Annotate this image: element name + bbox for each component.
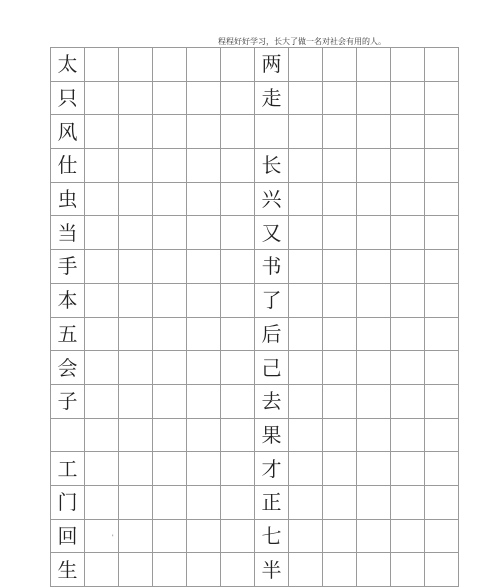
practice-cell bbox=[153, 216, 187, 250]
practice-cell bbox=[391, 182, 425, 216]
practice-cell bbox=[153, 317, 187, 351]
practice-cell bbox=[323, 250, 357, 284]
practice-cell bbox=[357, 351, 391, 385]
grid-row bbox=[51, 216, 459, 250]
practice-cell bbox=[391, 452, 425, 486]
practice-cell bbox=[323, 485, 357, 519]
practice-cell bbox=[425, 519, 459, 553]
model-character-right: 果 bbox=[255, 418, 289, 452]
practice-cell bbox=[357, 115, 391, 149]
grid-row bbox=[51, 418, 459, 452]
practice-cell bbox=[425, 250, 459, 284]
practice-cell bbox=[357, 182, 391, 216]
model-character-left: 太 bbox=[51, 48, 85, 82]
practice-cell bbox=[221, 351, 255, 385]
practice-cell bbox=[425, 452, 459, 486]
practice-cell bbox=[187, 182, 221, 216]
practice-cell bbox=[425, 317, 459, 351]
grid-row bbox=[51, 351, 459, 385]
practice-cell bbox=[289, 182, 323, 216]
practice-cell bbox=[357, 519, 391, 553]
practice-cell bbox=[119, 418, 153, 452]
practice-cell bbox=[357, 81, 391, 115]
grid-row bbox=[51, 283, 459, 317]
practice-cell bbox=[85, 384, 119, 418]
practice-cell bbox=[425, 216, 459, 250]
grid-row bbox=[51, 485, 459, 519]
practice-cell bbox=[391, 384, 425, 418]
practice-cell bbox=[85, 216, 119, 250]
practice-cell bbox=[85, 452, 119, 486]
grid-row bbox=[51, 115, 459, 149]
practice-cell bbox=[119, 519, 153, 553]
practice-cell bbox=[391, 553, 425, 587]
practice-cell bbox=[289, 250, 323, 284]
practice-cell bbox=[85, 48, 119, 82]
practice-cell bbox=[221, 452, 255, 486]
practice-cell bbox=[119, 283, 153, 317]
practice-cell bbox=[153, 485, 187, 519]
practice-cell bbox=[85, 149, 119, 183]
practice-cell bbox=[289, 115, 323, 149]
practice-cell bbox=[357, 216, 391, 250]
grid-row bbox=[51, 452, 459, 486]
practice-cell bbox=[357, 48, 391, 82]
practice-cell bbox=[153, 115, 187, 149]
practice-cell bbox=[119, 81, 153, 115]
model-character-left: 风 bbox=[51, 115, 85, 149]
practice-cell bbox=[391, 351, 425, 385]
practice-cell bbox=[357, 317, 391, 351]
practice-cell bbox=[119, 48, 153, 82]
practice-cell bbox=[391, 115, 425, 149]
practice-cell bbox=[187, 384, 221, 418]
practice-cell bbox=[153, 452, 187, 486]
model-character-left: 仕 bbox=[51, 149, 85, 183]
practice-cell bbox=[289, 149, 323, 183]
grid-row bbox=[51, 81, 459, 115]
practice-cell bbox=[187, 250, 221, 284]
page-header-text: 程程好好学习，长大了做一名对社会有用的人。 bbox=[218, 37, 386, 46]
practice-cell bbox=[221, 149, 255, 183]
practice-cell bbox=[391, 485, 425, 519]
practice-cell bbox=[289, 553, 323, 587]
practice-cell bbox=[153, 351, 187, 385]
practice-cell bbox=[119, 384, 153, 418]
practice-cell bbox=[391, 317, 425, 351]
practice-cell bbox=[221, 182, 255, 216]
practice-cell bbox=[289, 81, 323, 115]
practice-cell bbox=[153, 182, 187, 216]
practice-cell bbox=[187, 48, 221, 82]
practice-cell bbox=[289, 485, 323, 519]
practice-cell bbox=[187, 317, 221, 351]
model-character-right: 了 bbox=[255, 283, 289, 317]
practice-cell bbox=[119, 351, 153, 385]
model-character-right: 半 bbox=[255, 553, 289, 587]
practice-cell bbox=[119, 182, 153, 216]
grid-row bbox=[51, 48, 459, 82]
grid-row bbox=[51, 182, 459, 216]
practice-cell bbox=[391, 519, 425, 553]
practice-cell bbox=[323, 48, 357, 82]
practice-cell bbox=[357, 149, 391, 183]
model-character-left: 门 bbox=[51, 485, 85, 519]
grid-row bbox=[51, 149, 459, 183]
practice-cell bbox=[323, 216, 357, 250]
practice-cell bbox=[323, 283, 357, 317]
practice-cell bbox=[357, 283, 391, 317]
practice-cell bbox=[187, 519, 221, 553]
practice-cell bbox=[289, 283, 323, 317]
practice-cell bbox=[289, 317, 323, 351]
model-character-right: 长 bbox=[255, 149, 289, 183]
practice-cell bbox=[85, 351, 119, 385]
practice-cell bbox=[425, 48, 459, 82]
practice-cell bbox=[187, 115, 221, 149]
practice-cell bbox=[357, 485, 391, 519]
practice-cell bbox=[425, 182, 459, 216]
practice-cell bbox=[425, 418, 459, 452]
practice-cell bbox=[187, 149, 221, 183]
practice-cell bbox=[323, 81, 357, 115]
practice-cell bbox=[85, 553, 119, 587]
practice-cell bbox=[153, 384, 187, 418]
practice-cell bbox=[289, 452, 323, 486]
practice-cell bbox=[153, 519, 187, 553]
model-character-right: 走 bbox=[255, 81, 289, 115]
practice-cell bbox=[289, 384, 323, 418]
practice-cell bbox=[187, 216, 221, 250]
practice-cell bbox=[221, 115, 255, 149]
practice-cell bbox=[289, 216, 323, 250]
practice-cell bbox=[391, 418, 425, 452]
practice-cell bbox=[357, 452, 391, 486]
practice-cell bbox=[187, 351, 221, 385]
model-character-right: 才 bbox=[255, 452, 289, 486]
practice-cell bbox=[221, 48, 255, 82]
practice-cell bbox=[85, 115, 119, 149]
practice-cell bbox=[187, 485, 221, 519]
practice-cell bbox=[119, 250, 153, 284]
practice-cell bbox=[119, 452, 153, 486]
practice-cell bbox=[85, 317, 119, 351]
model-character-right: 去 bbox=[255, 384, 289, 418]
practice-cell bbox=[323, 351, 357, 385]
practice-cell bbox=[391, 48, 425, 82]
practice-cell bbox=[85, 283, 119, 317]
practice-cell bbox=[187, 418, 221, 452]
practice-cell bbox=[119, 149, 153, 183]
practice-cell bbox=[323, 519, 357, 553]
practice-cell bbox=[153, 250, 187, 284]
practice-cell bbox=[221, 81, 255, 115]
practice-cell bbox=[289, 48, 323, 82]
model-character-left: 只 bbox=[51, 81, 85, 115]
practice-cell bbox=[221, 384, 255, 418]
practice-cell bbox=[391, 149, 425, 183]
model-character-left: 本 bbox=[51, 283, 85, 317]
model-character-left: 手 bbox=[51, 250, 85, 284]
practice-cell bbox=[391, 283, 425, 317]
model-character-left: 五 bbox=[51, 317, 85, 351]
practice-cell bbox=[289, 519, 323, 553]
practice-cell bbox=[391, 250, 425, 284]
practice-cell bbox=[119, 115, 153, 149]
grid-row bbox=[51, 250, 459, 284]
practice-cell bbox=[153, 149, 187, 183]
practice-cell bbox=[119, 317, 153, 351]
practice-cell bbox=[323, 115, 357, 149]
practice-cell bbox=[221, 317, 255, 351]
model-character-right: 正 bbox=[255, 485, 289, 519]
practice-cell bbox=[357, 250, 391, 284]
practice-cell bbox=[357, 418, 391, 452]
practice-cell bbox=[425, 553, 459, 587]
grid-row bbox=[51, 317, 459, 351]
practice-cell bbox=[187, 553, 221, 587]
practice-cell bbox=[119, 485, 153, 519]
practice-cell bbox=[323, 418, 357, 452]
practice-cell bbox=[119, 216, 153, 250]
practice-cell bbox=[221, 519, 255, 553]
model-character-right: 己 bbox=[255, 351, 289, 385]
practice-cell bbox=[85, 81, 119, 115]
practice-cell bbox=[323, 452, 357, 486]
practice-cell bbox=[425, 485, 459, 519]
practice-cell bbox=[221, 485, 255, 519]
practice-cell bbox=[289, 418, 323, 452]
practice-cell bbox=[425, 81, 459, 115]
stray-mark: ' bbox=[112, 534, 114, 541]
model-character-right: 两 bbox=[255, 48, 289, 82]
model-character-left: 回 bbox=[51, 519, 85, 553]
model-character-left bbox=[51, 418, 85, 452]
model-character-left: 当 bbox=[51, 216, 85, 250]
model-character-right: 后 bbox=[255, 317, 289, 351]
model-character-right: 书 bbox=[255, 250, 289, 284]
model-character-right: 兴 bbox=[255, 182, 289, 216]
model-character-left: 虫 bbox=[51, 182, 85, 216]
model-character-left: 会 bbox=[51, 351, 85, 385]
practice-cell bbox=[85, 250, 119, 284]
grid-row bbox=[51, 384, 459, 418]
practice-cell bbox=[323, 317, 357, 351]
practice-cell bbox=[85, 485, 119, 519]
practice-cell bbox=[391, 216, 425, 250]
practice-cell bbox=[221, 216, 255, 250]
practice-cell bbox=[85, 418, 119, 452]
model-character-left: 生 bbox=[51, 553, 85, 587]
practice-cell bbox=[153, 418, 187, 452]
practice-cell bbox=[425, 384, 459, 418]
practice-cell bbox=[187, 81, 221, 115]
practice-cell bbox=[221, 250, 255, 284]
practice-cell bbox=[323, 553, 357, 587]
practice-cell bbox=[153, 553, 187, 587]
practice-cell bbox=[357, 553, 391, 587]
practice-cell bbox=[187, 452, 221, 486]
practice-cell bbox=[187, 283, 221, 317]
practice-cell bbox=[153, 81, 187, 115]
practice-cell bbox=[85, 182, 119, 216]
practice-cell bbox=[323, 182, 357, 216]
practice-cell bbox=[289, 351, 323, 385]
practice-cell bbox=[153, 283, 187, 317]
model-character-right bbox=[255, 115, 289, 149]
practice-cell bbox=[425, 351, 459, 385]
practice-cell bbox=[425, 283, 459, 317]
practice-cell bbox=[323, 149, 357, 183]
practice-cell bbox=[323, 384, 357, 418]
practice-cell bbox=[357, 384, 391, 418]
practice-cell bbox=[153, 48, 187, 82]
model-character-right: 七 bbox=[255, 519, 289, 553]
model-character-left: 工 bbox=[51, 452, 85, 486]
practice-cell bbox=[425, 115, 459, 149]
practice-cell bbox=[119, 553, 153, 587]
model-character-left: 子 bbox=[51, 384, 85, 418]
practice-cell bbox=[221, 553, 255, 587]
grid-row bbox=[51, 553, 459, 587]
practice-cell bbox=[391, 81, 425, 115]
tianzige-grid bbox=[50, 47, 459, 587]
model-character-right: 又 bbox=[255, 216, 289, 250]
practice-cell bbox=[425, 149, 459, 183]
practice-cell bbox=[221, 283, 255, 317]
practice-cell bbox=[221, 418, 255, 452]
